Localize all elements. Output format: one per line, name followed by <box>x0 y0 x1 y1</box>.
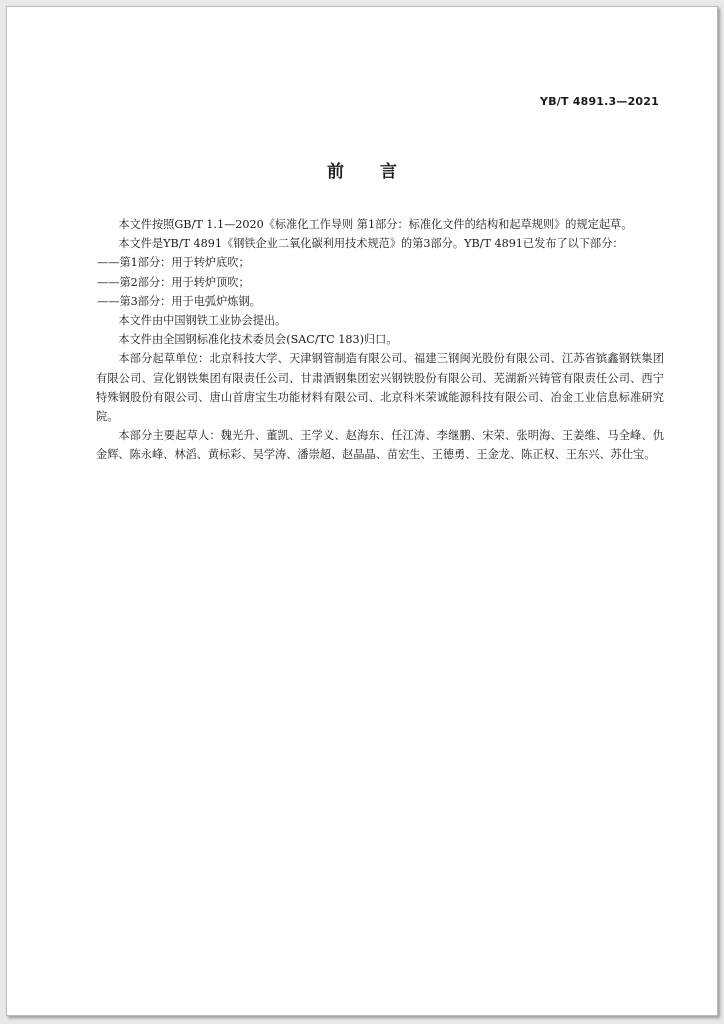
paragraph-technical-committee: 本文件由全国钢标准化技术委员会(SAC/TC 183)归口。 <box>118 333 398 347</box>
page-title: 前言 <box>327 162 433 182</box>
foreword-body <box>96 215 664 465</box>
paragraph-proposer: 本文件由中国钢铁工业协会提出。 <box>118 314 287 328</box>
paragraph-drafting-units: 本部分起草单位：北京科技大学、天津钢管制造有限公司、福建三钢闽光股份有限公司、江苏省镔鑫钢铁集团有限公司、宣化钢铁集团有限责任公司、甘肃酒钢集团宏兴钢铁股份有限公司、芜湖新兴铸管有限责任公司、西宁特殊钢股份有限公司、唐山首唐宝生功能材料有限公司、北京科米荣诚能源科技有限公司、冶金工业信息标准研究院。 <box>96 352 664 424</box>
paragraph-series-info: 本文件是YB/T 4891《钢铁企业二氧化碳利用技术规范》的第3部分。YB/T 4891已发布了以下部分： <box>118 237 624 251</box>
list-item-part-1: ——第1部分：用于转炉底吹； <box>97 256 250 270</box>
list-item-part-2: ——第2部分：用于转炉顶吹； <box>97 275 250 289</box>
document-page <box>6 6 718 1016</box>
paragraph-drafting-rules: 本文件按照GB/T 1.1—2020《标准化工作导则 第1部分：标准化文件的结构和起草规则》的规定起草。 <box>118 218 633 231</box>
list-item-part-3: ——第3部分：用于电弧炉炼钢。 <box>97 294 261 308</box>
standard-code: YB/T 4891.3—2021 <box>540 95 659 108</box>
paragraph-drafters: 本部分主要起草人：魏光升、董凯、王学义、赵海东、任江涛、李继鹏、宋荣、张明海、王姜维、马全峰、仇金辉、陈永峰、林滔、黄标彩、吴学涛、潘崇超、赵晶晶、苗宏生、王德勇、王金龙、陈正权、王东兴、苏仕宝。 <box>96 429 664 462</box>
